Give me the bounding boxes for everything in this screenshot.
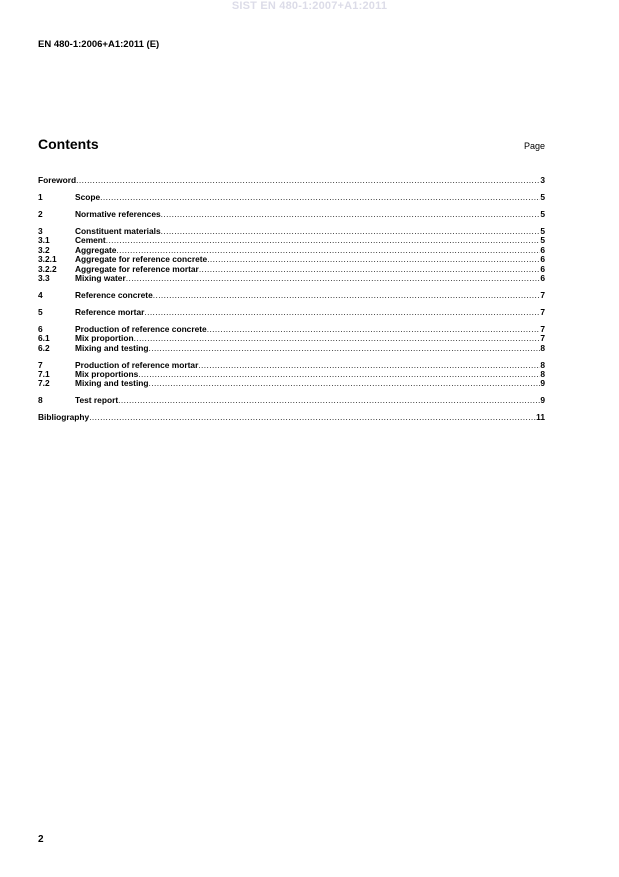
toc-entry-number: 7 bbox=[38, 360, 43, 370]
toc-entry-title: Mixing and testing bbox=[75, 343, 149, 353]
toc-dot-leader bbox=[76, 176, 540, 185]
toc-dot-leader bbox=[149, 344, 541, 353]
toc-dot-leader bbox=[89, 413, 536, 422]
toc-entry-page: 7 bbox=[540, 307, 545, 317]
toc-entry-number: 2 bbox=[38, 209, 43, 219]
toc-entry-page: 8 bbox=[540, 360, 545, 370]
toc-entry-title: Reference mortar bbox=[75, 307, 145, 317]
toc-entry-aggregate[interactable] bbox=[38, 246, 545, 255]
toc-entry-reference-mortar[interactable] bbox=[38, 308, 545, 317]
toc-entry-mixing-and-testing-concrete[interactable] bbox=[38, 344, 545, 353]
table-of-contents bbox=[38, 176, 545, 423]
toc-entry-title: Production of reference mortar bbox=[75, 360, 199, 370]
toc-entry-aggregate-reference-mortar[interactable] bbox=[38, 265, 545, 274]
toc-entry-page: 9 bbox=[540, 396, 545, 406]
toc-entry-page: 8 bbox=[540, 370, 545, 380]
toc-entry-number: 6.1 bbox=[38, 334, 50, 344]
toc-entry-number: 5 bbox=[38, 307, 43, 317]
toc-dot-leader bbox=[153, 291, 541, 300]
toc-entry-production-reference-mortar[interactable] bbox=[38, 361, 545, 370]
toc-entry-title: Reference concrete bbox=[75, 290, 153, 300]
toc-dot-leader bbox=[199, 265, 541, 274]
toc-dot-leader bbox=[161, 210, 541, 219]
toc-dot-leader bbox=[144, 308, 540, 317]
document-standard-id: EN 480-1:2006+A1:2011 (E) bbox=[38, 39, 160, 50]
toc-entry-title: Normative references bbox=[75, 209, 161, 219]
toc-entry-title: Mixing and testing bbox=[75, 379, 149, 389]
toc-entry-production-reference-concrete[interactable] bbox=[38, 325, 545, 334]
toc-entry-number: 1 bbox=[38, 192, 43, 202]
toc-entry-page: 7 bbox=[540, 324, 545, 334]
toc-entry-title: Cement bbox=[75, 236, 106, 246]
toc-entry-mix-proportions[interactable] bbox=[38, 370, 545, 379]
toc-entry-number: 6 bbox=[38, 324, 43, 334]
toc-entry-title: Production of reference concrete bbox=[75, 324, 207, 334]
toc-entry-page: 5 bbox=[540, 226, 545, 236]
toc-entry-page: 6 bbox=[540, 255, 545, 265]
toc-dot-leader bbox=[100, 193, 540, 202]
toc-dot-leader bbox=[198, 361, 540, 370]
toc-entry-mixing-and-testing-mortar[interactable] bbox=[38, 379, 545, 388]
toc-entry-number: 3 bbox=[38, 226, 43, 236]
toc-entry-page: 5 bbox=[540, 236, 545, 246]
toc-entry-page: 5 bbox=[540, 209, 545, 219]
toc-entry-number: 4 bbox=[38, 290, 43, 300]
toc-entry-number: 3.2.2 bbox=[38, 264, 57, 274]
toc-entry-number: 8 bbox=[38, 396, 43, 406]
toc-entry-page: 11 bbox=[536, 413, 545, 423]
toc-entry-title: Aggregate bbox=[75, 245, 117, 255]
toc-entry-number: 3.3 bbox=[38, 273, 50, 283]
toc-entry-number: 3.2 bbox=[38, 245, 50, 255]
toc-entry-foreword[interactable] bbox=[38, 176, 545, 185]
toc-entry-bibliography[interactable] bbox=[38, 413, 545, 422]
watermark-text: SIST EN 480-1:2007+A1:2011 bbox=[231, 0, 388, 12]
toc-entry-number: 3.2.1 bbox=[38, 255, 57, 265]
toc-entry-page: 6 bbox=[540, 273, 545, 283]
toc-entry-normative-references[interactable] bbox=[38, 210, 545, 219]
toc-entry-mixing-water[interactable] bbox=[38, 274, 545, 283]
toc-entry-page: 7 bbox=[540, 334, 545, 344]
toc-entry-reference-concrete[interactable] bbox=[38, 291, 545, 300]
toc-entry-page: 6 bbox=[540, 264, 545, 274]
toc-entry-number: 7.1 bbox=[38, 370, 50, 380]
toc-entry-number: 6.2 bbox=[38, 343, 50, 353]
toc-entry-scope[interactable] bbox=[38, 193, 545, 202]
toc-dot-leader bbox=[118, 396, 540, 405]
toc-dot-leader bbox=[207, 325, 541, 334]
toc-dot-leader bbox=[106, 236, 541, 245]
toc-dot-leader bbox=[126, 274, 541, 283]
toc-entry-title: Bibliography bbox=[38, 413, 90, 423]
page-column-label: Page bbox=[523, 141, 545, 151]
toc-dot-leader bbox=[134, 334, 541, 343]
toc-entry-title: Scope bbox=[75, 192, 101, 202]
toc-dot-leader bbox=[138, 370, 540, 379]
toc-entry-title: Constituent materials bbox=[75, 226, 161, 236]
toc-entry-title: Foreword bbox=[38, 176, 77, 185]
toc-entry-page: 7 bbox=[540, 290, 545, 300]
toc-dot-leader bbox=[149, 379, 541, 388]
toc-entry-title: Aggregate for reference concrete bbox=[75, 255, 208, 265]
toc-entry-title: Mixing water bbox=[75, 273, 126, 283]
toc-dot-leader bbox=[161, 227, 541, 236]
contents-title: Contents bbox=[38, 136, 99, 152]
toc-entry-mix-proportion[interactable] bbox=[38, 334, 545, 343]
toc-entry-title: Mix proportion bbox=[75, 334, 134, 344]
page-number: 2 bbox=[38, 834, 44, 845]
toc-entry-page: 6 bbox=[540, 245, 545, 255]
toc-entry-title: Mix proportions bbox=[75, 370, 139, 380]
toc-entry-title: Test report bbox=[75, 396, 119, 406]
toc-entry-page: 3 bbox=[540, 176, 545, 185]
toc-entry-page: 8 bbox=[540, 343, 545, 353]
toc-entry-page: 9 bbox=[540, 379, 545, 389]
toc-entry-aggregate-reference-concrete[interactable] bbox=[38, 255, 545, 264]
toc-entry-number: 7.2 bbox=[38, 379, 50, 389]
toc-entry-page: 5 bbox=[540, 192, 545, 202]
toc-entry-constituent-materials[interactable] bbox=[38, 227, 545, 236]
toc-entry-test-report[interactable] bbox=[38, 396, 545, 405]
toc-dot-leader bbox=[116, 246, 540, 255]
toc-entry-number: 3.1 bbox=[38, 236, 50, 246]
toc-entry-title: Aggregate for reference mortar bbox=[75, 264, 199, 274]
toc-entry-cement[interactable] bbox=[38, 236, 545, 245]
toc-dot-leader bbox=[207, 255, 540, 264]
